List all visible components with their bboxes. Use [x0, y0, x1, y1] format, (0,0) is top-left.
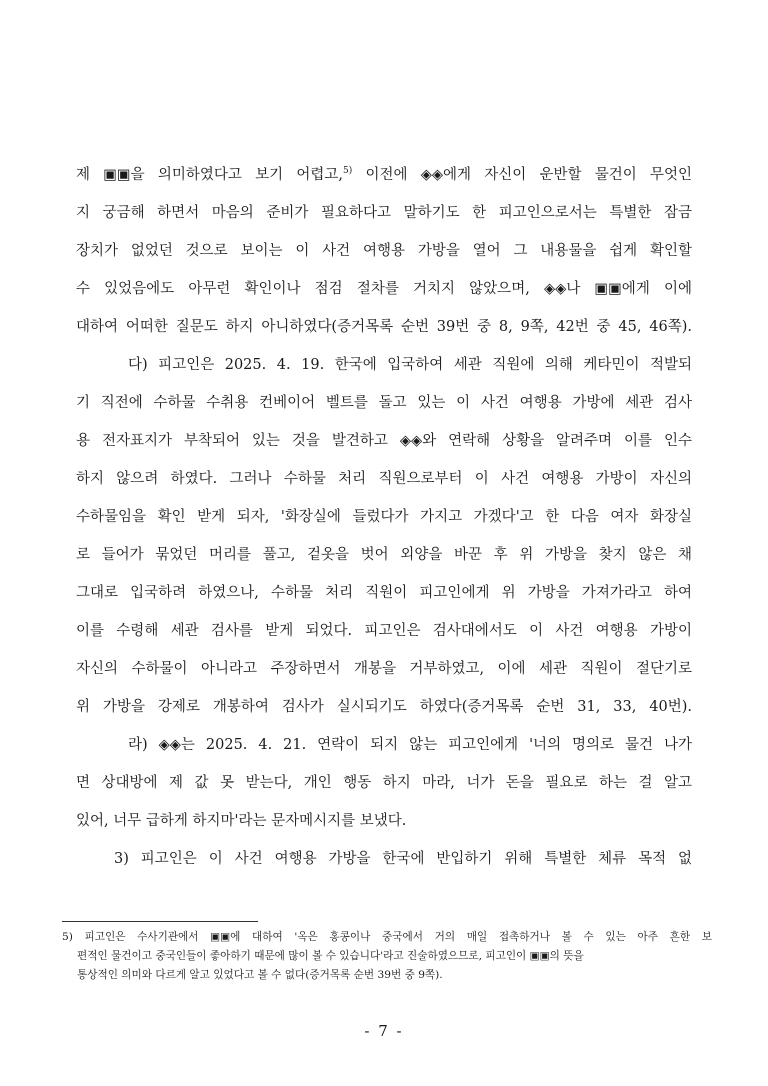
footnote: [62, 928, 712, 985]
paragraph-line: 위 가방을 강제로 개봉하여 검사가 실시되기도 하였다(증거목록 순번 31, 33, 40번).: [76, 699, 692, 715]
paragraph-line: 수 있었음에도 아무런 확인이나 점검 절차를 거치지 않았으며, ◈◈나 ▣▣에게 이에: [76, 281, 692, 297]
paragraph-line: 기 직전에 수하물 수취용 컨베이어 벨트를 돌고 있는 이 사건 여행용 가방에 세관 검사: [76, 395, 692, 411]
footnote-line: 5) 피고인은 수사기관에서 ▣▣에 대하여 '옥은 홍콩이나 중국에서 거의 매일 접촉하거나 볼 수 있는 아주 흔한 보: [62, 931, 712, 943]
paragraph-line: 대하여 어떠한 질문도 하지 아니하였다(증거목록 순번 39번 중 8, 9쪽, 42번 중 45, 46쪽).: [76, 319, 692, 335]
paragraph-line: 있어, 너무 급하게 하지마'라는 문자메시지를 보냈다.: [76, 813, 407, 829]
paragraph-line: 면 상대방에 제 값 못 받는다, 개인 행동 하지 마라, 너가 돈을 필요로 하는 걸 알고: [76, 775, 692, 791]
paragraph-line: [76, 156, 692, 194]
line-text: 제 ▣▣을 의미하였다고 보기 어렵고,: [76, 167, 343, 183]
paragraph-line: 다) 피고인은 2025. 4. 19. 한국에 입국하여 세관 직원에 의해 케타민이 적발되: [128, 357, 692, 373]
page-number: - 7 -: [364, 1022, 404, 1040]
footnote-line: 편적인 물건이고 중국인들이 좋아하기 때문에 많이 볼 수 있습니다'라고 진술하였으므로, 피고인이 ▣▣의 뜻을: [77, 950, 584, 962]
paragraph-line: 용 전자표지가 부착되어 있는 것을 발견하고 ◈◈와 연락해 상황을 알려주며 이를 인수: [76, 433, 692, 449]
paragraph-line: 하지 않으려 하였다. 그러나 수하물 처리 직원으로부터 이 사건 여행용 가방이 자신의: [76, 471, 692, 487]
paragraph-line: 자신의 수하물이 아니라고 주장하면서 개봉을 거부하였고, 이에 세관 직원이 절단기로: [76, 661, 692, 677]
paragraph-line: 수하물임을 확인 받게 되자, '화장실에 들렀다가 가지고 가겠다'고 한 다음 여자 화장실: [76, 509, 692, 525]
paragraph-line: 장치가 없었던 것으로 보이는 이 사건 여행용 가방을 열어 그 내용물을 쉽게 확인할: [76, 243, 692, 259]
paragraph-line: 라) ◈◈는 2025. 4. 21. 연락이 되지 않는 피고인에게 '너의 명의로 물건 나가: [128, 737, 692, 753]
paragraph-line: 그대로 입국하려 하였으나, 수하물 처리 직원이 피고인에게 위 가방을 가져가라고 하여: [76, 585, 692, 601]
paragraph-line: 지 궁금해 하면서 마음의 준비가 필요하다고 말하기도 한 피고인으로서는 특별한 잠금: [76, 205, 692, 221]
footnote-reference[interactable]: 5): [343, 166, 353, 177]
document-body: [76, 156, 692, 878]
footnote-divider: [62, 921, 258, 922]
paragraph-line: 이를 수령해 세관 검사를 받게 되었다. 피고인은 검사대에서도 이 사건 여행용 가방이: [76, 623, 692, 639]
line-text: 이전에 ◈◈에게 자신이 운반할 물건이 무엇인: [352, 167, 692, 183]
footnote-line: 통상적인 의미와 다르게 알고 있었다고 볼 수 없다(증거목록 순번 39번 중 9쪽).: [77, 969, 443, 981]
paragraph-line: 3) 피고인은 이 사건 여행용 가방을 한국에 반입하기 위해 특별한 체류 목적 없: [114, 851, 692, 867]
paragraph-line: 로 들어가 묶었던 머리를 풀고, 겉옷을 벗어 외양을 바꾼 후 위 가방을 찾지 않은 채: [76, 547, 692, 563]
